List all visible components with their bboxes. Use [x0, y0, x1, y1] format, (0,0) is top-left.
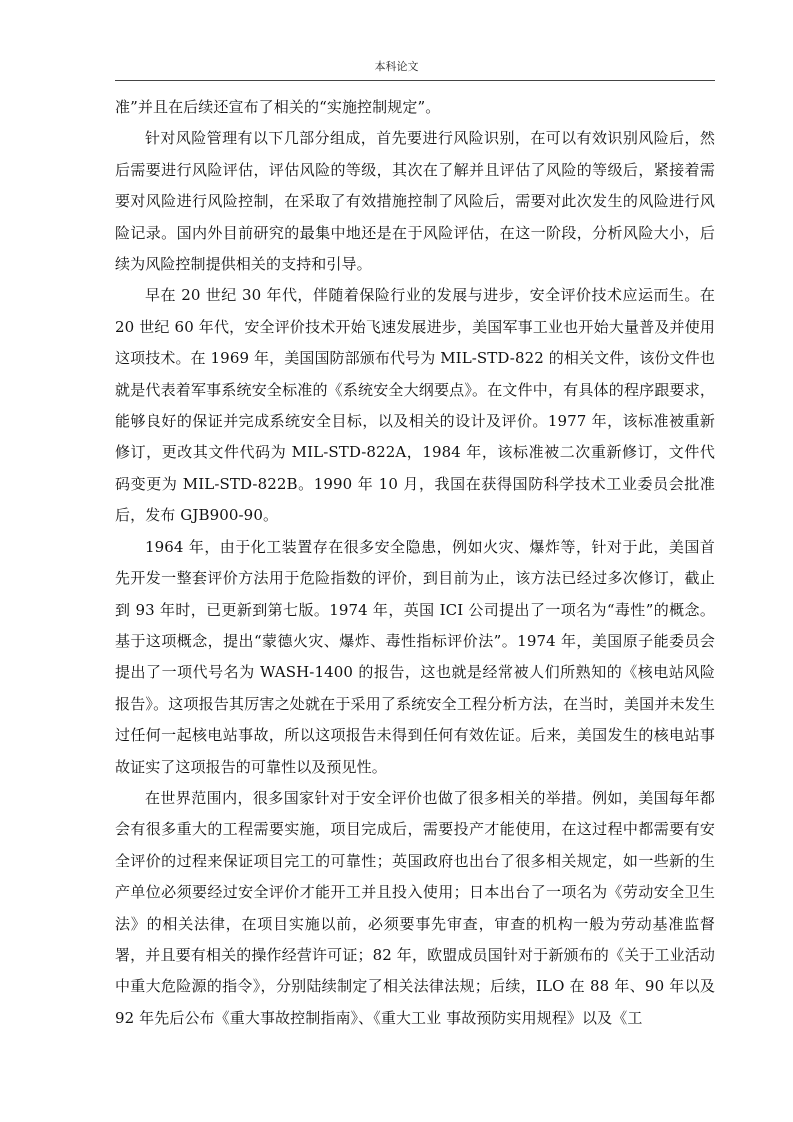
paragraph-safety-evaluation-history: 早在 20 世纪 30 年代，伴随着保险行业的发展与进步，安全评价技术应运而生。在 20 世纪 60 年代，安全评价技术开始飞速发展进步，美国军事工业也开始大量普及并使用这项技术。在 1969 年，美国国防部颁布代号为 MIL-STD-822 的相关文件，该份文件也就是代表着军事系统安全标准的《系统安全大纲要点》。在文件中，有具体的程序跟要求，能够良好的保证并完成系统安全目标，以及相关的设计及评价。1977 年，该标准被重新修订，更改其文件代码为 MIL-STD-822A，1984 年，该标准被二次重新修订，文件代码变更为 MIL-STD-822B。1990 年 10 月，我国在获得国防科学技术工业委员会批准后，发布 GJB900-90。	[115, 286, 715, 525]
paragraph-international-measures: 在世界范围内，很多国家针对于安全评价也做了很多相关的举措。例如，美国每年都会有很多重大的工程需要实施，项目完成后，需要投产才能使用，在这过程中都需要有安全评价的过程来保证项目完工的可靠性；英国政府也出台了很多相关规定，如一些新的生产单位必须要经过安全评价才能开工并且投入使用；日本出台了一项名为《劳动安全卫生法》的相关法律，在项目实施以前，必须要事先审查，审查的机构一般为劳动基准监督署，并且要有相关的操作经营许可证；82 年，欧盟成员国针对于新颁布的《关于工业活动中重大危险源的指令》，分别陆续制定了相关法律法规；后续，ILO 在 88 年、90 年以及 92 年先后公布《重大事故控制指南》、《重大工业 事故预防实用规程》以及《工	[115, 788, 715, 1027]
paragraph-risk-management: 针对风险管理有以下几部分组成，首先要进行风险识别，在可以有效识别风险后，然后需要进行风险评估，评估风险的等级，其次在了解并且评估了风险的等级后，紧接着需要对风险进行风险控制，在采取了有效措施控制了风险后，需要对此次发生的风险进行风险记录。国内外目前研究的最集中地还是在于风险评估，在这一阶段，分析风险大小，后续为风险控制提供相关的支持和引导。	[115, 129, 715, 274]
header-divider	[115, 80, 715, 81]
paragraph-continuation: 准”并且在后续还宣布了相关的“实施控制规定”。	[115, 98, 441, 116]
document-body	[115, 92, 715, 1034]
paragraph-chemical-and-nuclear: 1964 年，由于化工装置存在很多安全隐患，例如火灾、爆炸等，针对于此，美国首先开发一整套评价方法用于危险指数的评价，到目前为止，该方法已经过多次修订，截止到 93 年时，已更新到第七版。1974 年，英国 ICI 公司提出了一项名为“毒性”的概念。基于这项概念，提出“蒙德火灾、爆炸、毒性指标评价法”。1974 年，美国原子能委员会提出了一项代号名为 WASH-1400 的报告，这也就是经常被人们所熟知的《核电站风险报告》。这项报告其厉害之处就在于采用了系统安全工程分析方法，在当时，美国并未发生过任何一起核电站事故，所以这项报告未得到任何有效佐证。后来，美国发生的核电站事故证实了这项报告的可靠性以及预见性。	[115, 537, 715, 776]
page-header: 本科论文	[374, 60, 419, 73]
